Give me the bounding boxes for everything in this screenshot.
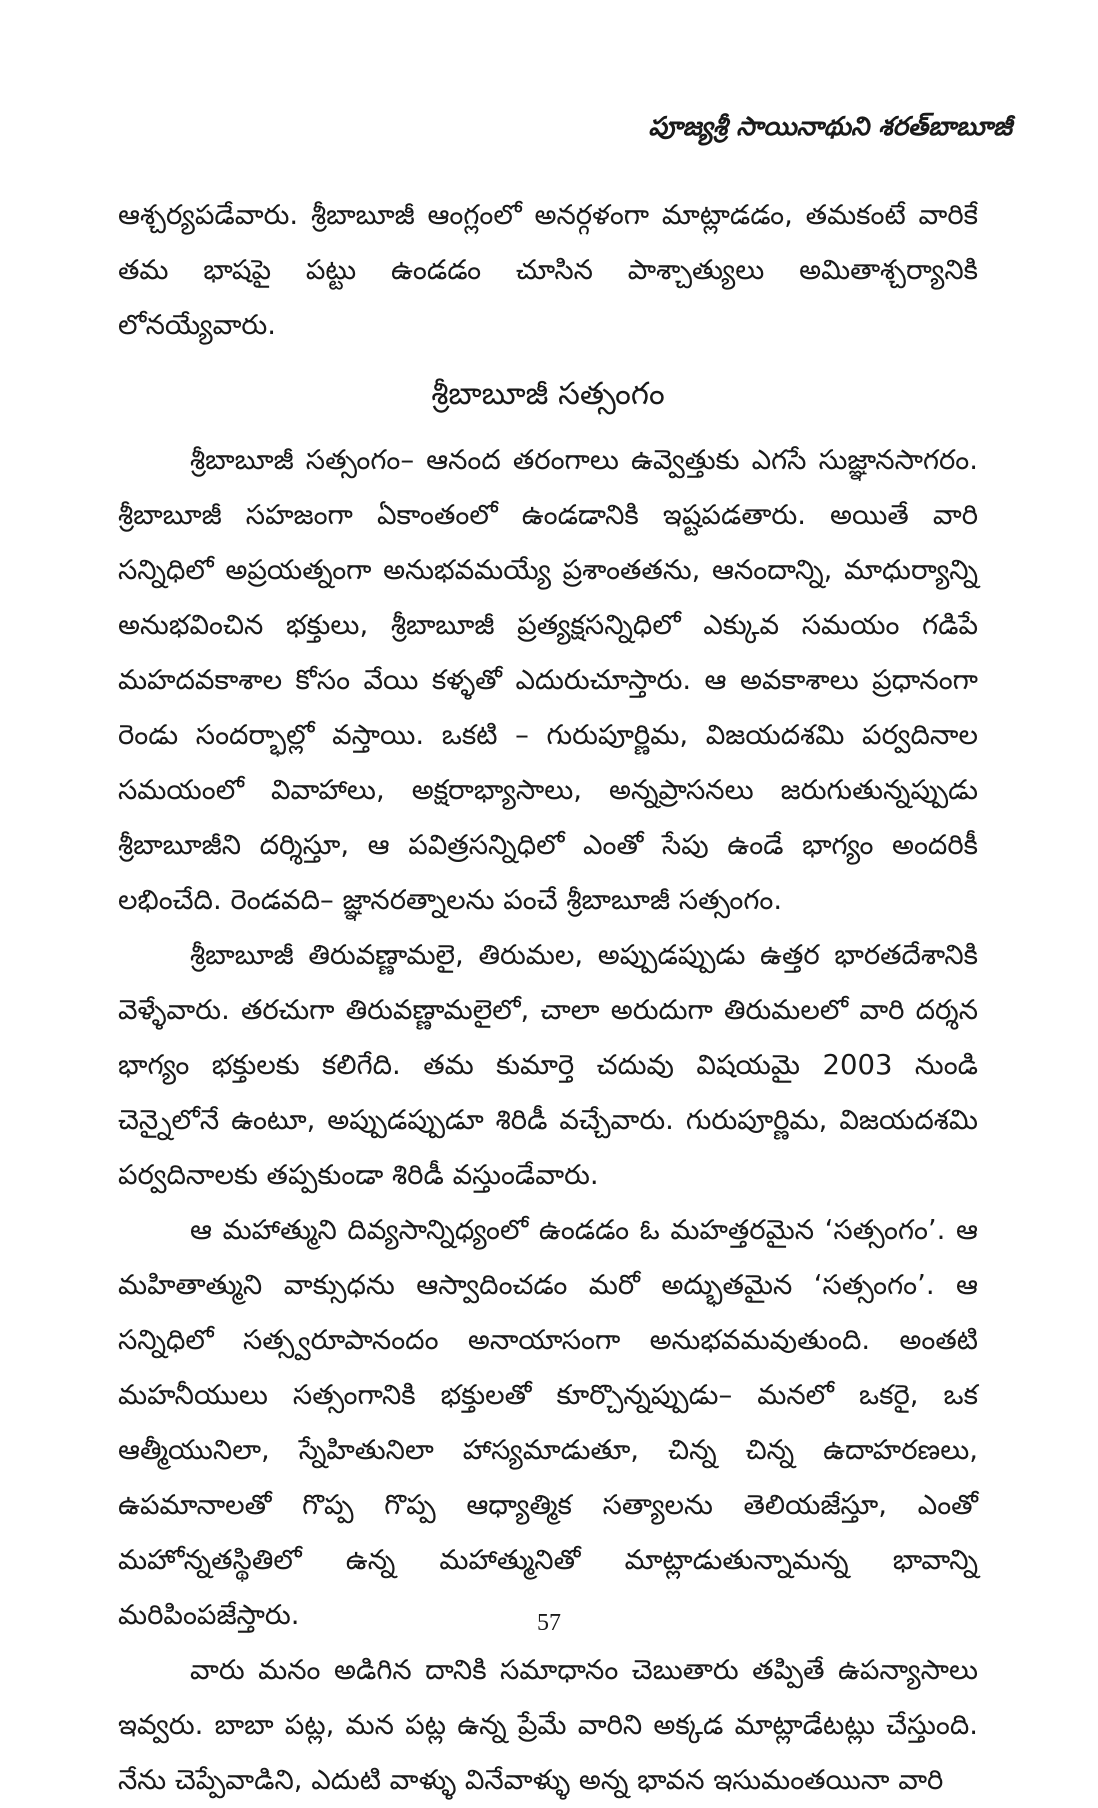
paragraph-3: ఆ మహాత్ముని దివ్యసాన్నిధ్యంలో ఉండడం ఓ మహత్తరమైన ‘సత్సంగం’. ఆ మహితాత్ముని వాక్సుధను ఆస్వాదించడం మరో అద్భుతమైన ‘సత్సంగం’. ఆ సన్నిధిలో సత్స్వరూపానందం అనాయాసంగా అనుభవమవుతుంది. అంతటి మహనీయులు సత్సంగానికి భక్తులతో కూర్చొన్నప్పుడు– మనలో ఒకరై, ఒక ఆత్మీయునిలా, స్నేహితునిలా హాస్యమాడుతూ, చిన్న చిన్న ఉదాహరణలు, ఉపమానాలతో గొప్ప గొప్ప ఆధ్యాత్మిక సత్యాలను తెలియజేస్తూ, ఎంతో మహోన్నతస్థితిలో ఉన్న మహాత్మునితో మాట్లాడుతున్నామన్న భావాన్ని మరిపింపజేస్తారు. bbox=[118, 1214, 978, 1631]
page-body bbox=[118, 188, 978, 1808]
paragraph-2: శ్రీబాబూజీ తిరువణ్ణామలై, తిరుమల, అప్పుడప్పుడు ఉత్తర భారతదేశానికి వెళ్ళేవారు. తరచుగా తిరువణ్ణామలైలో, చాలా అరుదుగా తిరుమలలో వారి దర్శన భాగ్యం భక్తులకు కలిగేది. తమ కుమార్తె చదువు విషయమై 2003 నుండి చెన్నైలోనే ఉంటూ, అప్పుడప్పుడూ శిరిడీ వచ్చేవారు. గురుపూర్ణిమ, విజయదశమి పర్వదినాలకు తప్పకుండా శిరిడీ వస్తుండేవారు. bbox=[118, 939, 978, 1191]
paragraph-4: వారు మనం అడిగిన దానికి సమాధానం చెబుతారు తప్పితే ఉపన్యాసాలు ఇవ్వరు. బాబా పట్ల, మన పట్ల ఉన్న ప్రేమే వారిని అక్కడ మాట్లాడేటట్లు చేస్తుంది. నేను చెప్పేవాడిని, ఎదుటి వాళ్ళు వినేవాళ్ళు అన్న భావన ఇసుమంతయినా వారి bbox=[118, 1654, 978, 1796]
page-number: 57 bbox=[537, 1610, 561, 1636]
intro-paragraph: ఆశ్చర్యపడేవారు. శ్రీబాబూజీ ఆంగ్లంలో అనర్గళంగా మాట్లాడడం, తమకంటే వారికే తమ భాషపై పట్టు ఉండడం చూసిన పాశ్చాత్యులు అమితాశ్చర్యానికి లోనయ్యేవారు. bbox=[118, 199, 978, 341]
paragraph-1: శ్రీబాబూజీ సత్సంగం– ఆనంద తరంగాలు ఉవ్వెత్తుకు ఎగసే సుజ్ఞానసాగరం. శ్రీబాబూజీ సహజంగా ఏకాంతంలో ఉండడానికి ఇష్టపడతారు. అయితే వారి సన్నిధిలో అప్రయత్నంగా అనుభవమయ్యే ప్రశాంతతను, ఆనందాన్ని, మాధుర్యాన్ని అనుభవించిన భక్తులు, శ్రీబాబూజీ ప్రత్యక్షసన్నిధిలో ఎక్కువ సమయం గడిపే మహదవకాశాల కోసం వేయి కళ్ళతో ఎదురుచూస్తారు. ఆ అవకాశాలు ప్రధానంగా రెండు సందర్భాల్లో వస్తాయి. ఒకటి – గురుపూర్ణిమ, విజయదశమి పర్వదినాల సమయంలో వివాహాలు, అక్షరాభ్యాసాలు, అన్నప్రాసనలు జరుగుతున్నప్పుడు శ్రీబాబూజీని దర్శిస్తూ, ఆ పవిత్రసన్నిధిలో ఎంతో సేపు ఉండే భాగ్యం అందరికీ లభించేది. రెండవది– జ్ఞానరత్నాలను పంచే శ్రీబాబూజీ సత్సంగం. bbox=[118, 444, 978, 916]
running-header-title: పూజ్యశ్రీ సాయినాథుని శరత్‌బాబూజీ bbox=[648, 112, 1012, 142]
section-heading: శ్రీబాబూజీ సత్సంగం bbox=[431, 376, 665, 412]
